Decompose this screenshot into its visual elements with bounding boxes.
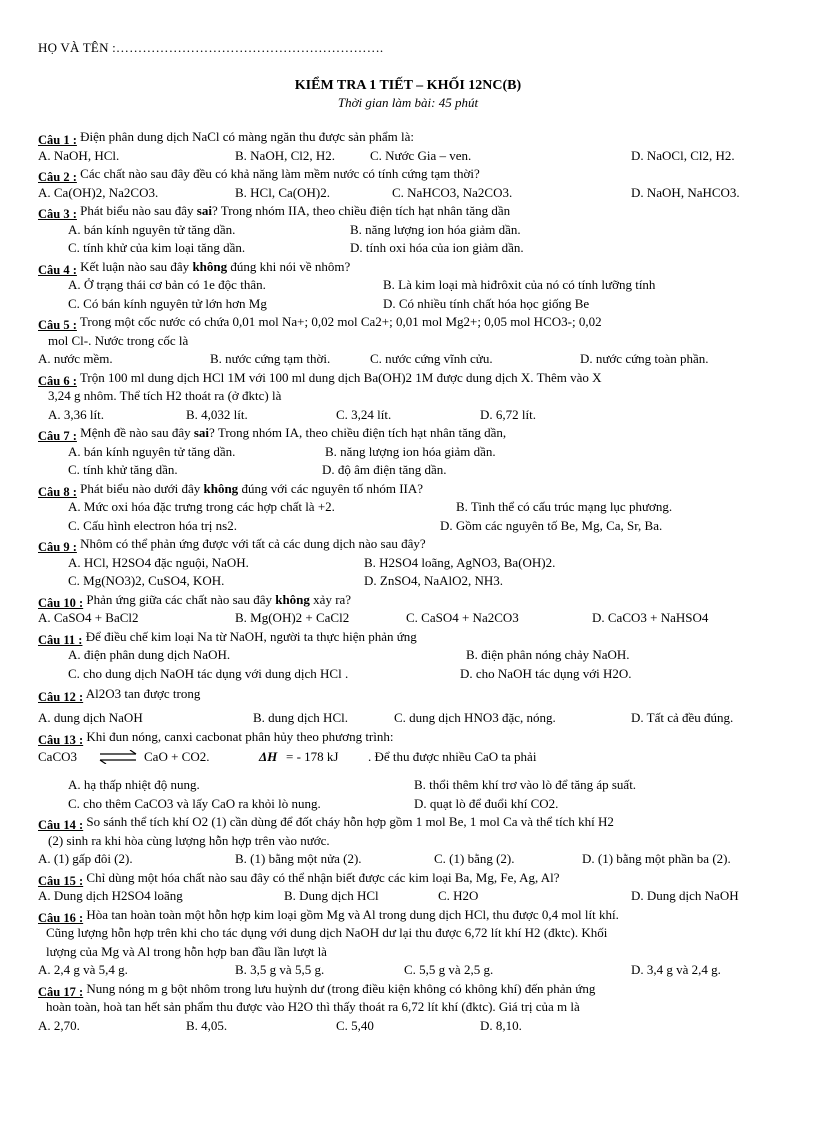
option-a: A. CaSO4 + BaCl2 — [38, 610, 139, 625]
option-a: A. NaOH, HCl. — [38, 147, 120, 163]
question-text-cont: 3,24 g nhôm. Thể tích H2 thoát ra (ở đktc) là — [48, 388, 282, 403]
option-b: B. Tinh thể có cấu trúc mạng lục phương. — [456, 499, 673, 514]
option-b: B. 4,032 lít. — [186, 406, 248, 422]
question-text: So sánh thể tích khí O2 (1) cần dùng để đốt cháy hỗn hợp gồm 1 mol Be, 1 mol Ca và thể tích khí H2 — [86, 814, 614, 829]
question-text: Nung nóng m g bột nhôm trong lưu huỳnh dư (trong điều kiện không có không khí) đến phản ứng — [86, 980, 596, 996]
option-c: C. dung dịch HNO3 đặc, nóng. — [394, 710, 556, 725]
option-c: C. H2O — [438, 888, 479, 903]
question-text-end: xảy ra? — [309, 591, 352, 607]
question-label: Câu 14 : — [38, 818, 84, 832]
question-13 — [38, 728, 778, 814]
option-b: B. năng lượng ion hóa giảm dần. — [350, 221, 521, 237]
question-label: Câu 15 : — [38, 873, 84, 888]
question-text-end: ? Trong nhóm IA, theo chiều điện tích hạt nhân tăng dần, — [209, 425, 507, 440]
question-text: Trộn 100 ml dung dịch HCl 1M với 100 ml dung dịch Ba(OH)2 1M được dung dịch X. Thêm vào X — [79, 369, 602, 385]
option-d: D. 6,72 lít. — [480, 406, 536, 422]
option-a: A. Mức oxi hóa đặc trưng trong các hợp chất là +2. — [68, 499, 335, 514]
option-c: C. tính khử của kim loại tăng dần. — [68, 240, 246, 255]
option-b: B. Mg(OH)2 + CaCl2 — [235, 610, 350, 625]
question-text: Mệnh đề nào sau đây — [80, 425, 194, 440]
question-label: Câu 5 : — [38, 318, 77, 332]
question-text-cont: mol Cl-. Nước trong cốc là — [48, 332, 189, 348]
option-b: B. nước cứng tạm thời. — [210, 351, 331, 366]
question-text: Khi đun nóng, canxi cacbonat phân hủy theo phương trình: — [86, 728, 394, 744]
question-label: Câu 17 : — [38, 984, 84, 999]
option-b: B. thổi thêm khí trơ vào lò để tăng áp suất. — [414, 777, 637, 792]
question-5 — [38, 313, 778, 369]
option-a: A. bán kính nguyên tử tăng dần. — [68, 443, 236, 459]
option-b: B. Dung dịch HCl — [284, 888, 379, 903]
question-text: Nhôm có thể phản ứng được với tất cả các dung dịch nào sau đây? — [80, 536, 426, 551]
option-c: C. Cấu hình electron hóa trị ns2. — [68, 517, 237, 533]
option-b: B. Là kim loại mà hiđrôxit của nó có tính lưỡng tính — [383, 277, 656, 292]
option-c: C. nước cứng vĩnh cửu. — [370, 351, 493, 366]
option-a: A. hạ thấp nhiệt độ nung. — [68, 777, 200, 792]
question-text: Trong một cốc nước có chứa 0,01 mol Na+; 0,02 mol Ca2+; 0,01 mol Mg2+; 0,05 mol HCO3-; 0,02 — [79, 314, 602, 329]
question-label: Câu 12 : — [38, 690, 84, 704]
equation-instruction: . Để thu được nhiều CaO ta phải — [368, 749, 537, 764]
option-d: D. nước cứng toàn phần. — [580, 351, 709, 366]
option-a: A. bán kính nguyên tử tăng dần. — [68, 221, 236, 237]
question-label: Câu 9 : — [38, 540, 77, 554]
question-3 — [38, 202, 778, 258]
option-a: A. Ca(OH)2, Na2CO3. — [38, 184, 159, 200]
question-4 — [38, 258, 778, 314]
equation-right: CaO + CO2. — [144, 749, 210, 764]
option-d: D. NaOH, NaHCO3. — [631, 184, 740, 200]
option-b: B. (1) bằng một nửa (2). — [235, 851, 362, 866]
option-c: C. Có bán kính nguyên tử lớn hơn Mg — [68, 295, 267, 311]
option-b: B. 3,5 g và 5,5 g. — [235, 962, 325, 977]
option-b: B. H2SO4 loãng, AgNO3, Ba(OH)2. — [364, 554, 556, 570]
keyword: không — [192, 258, 228, 274]
question-label: Câu 3 : — [38, 207, 77, 221]
question-text-cont: hoàn toàn, hoà tan hết sản phẩm thu được vào H2O thì thấy thoát ra 6,72 lít khí (đktc). Giá trị của m là — [46, 999, 580, 1014]
question-text: Phản ứng giữa các chất nào sau đây — [86, 591, 276, 607]
question-label: Câu 2 : — [38, 170, 77, 184]
student-name-line: HỌ VÀ TÊN :……………………………………………………. — [38, 40, 384, 55]
equation — [38, 746, 778, 768]
option-d: D. độ âm điện tăng dần. — [322, 462, 447, 477]
question-text: Kết luận nào sau đây — [80, 258, 193, 274]
question-17 — [38, 980, 778, 1036]
question-14 — [38, 813, 778, 869]
option-c: C. 5,40 — [336, 1017, 374, 1033]
question-label: Câu 8 : — [38, 484, 77, 499]
option-c: C. CaSO4 + Na2CO3 — [406, 610, 519, 625]
option-a: A. Dung dịch H2SO4 loãng — [38, 888, 183, 903]
question-label: Câu 10 : — [38, 595, 84, 610]
question-text: Phát biểu nào sau đây — [80, 203, 197, 218]
question-text-cont: Cũng lượng hỗn hợp trên khi cho tác dụng với dung dịch NaOH dư lại thu được 6,72 lít khí H2 (đktc). Khối — [46, 925, 608, 940]
option-d: D. ZnSO4, NaAlO2, NH3. — [364, 573, 504, 588]
option-b: B. dung dịch HCl. — [253, 710, 348, 725]
question-text: Các chất nào sau đây đều có khả năng làm mềm nước có tính cứng tạm thời? — [80, 166, 480, 181]
option-a: A. Ở trạng thái cơ bản có 1e độc thân. — [68, 277, 266, 292]
option-a: A. điện phân dung dịch NaOH. — [68, 647, 231, 662]
question-11 — [38, 628, 778, 684]
question-1 — [38, 128, 778, 165]
question-10 — [38, 591, 778, 628]
time-limit: Thời gian làm bài: 45 phút — [337, 95, 479, 110]
question-16 — [38, 906, 778, 980]
question-label: Câu 13 : — [38, 732, 84, 747]
option-d: D. Dung dịch NaOH — [631, 888, 739, 903]
question-12 — [38, 683, 778, 728]
question-6 — [38, 369, 778, 425]
keyword: không — [275, 591, 310, 607]
question-label: Câu 11 : — [38, 632, 83, 647]
option-d: D. 8,10. — [480, 1017, 522, 1033]
option-d: D. NaOCl, Cl2, H2. — [631, 147, 735, 163]
question-list — [38, 128, 778, 1035]
option-c: C. 5,5 g và 2,5 g. — [404, 962, 494, 977]
question-7 — [38, 424, 778, 480]
question-text-cont-2: lượng của Mg và Al trong hỗn hợp ban đầu lần lượt là — [46, 943, 327, 959]
option-d: D. Gồm các nguyên tố Be, Mg, Ca, Sr, Ba. — [440, 517, 663, 533]
question-8 — [38, 480, 778, 536]
keyword: sai — [196, 203, 212, 218]
option-c: C. Nước Gia – ven. — [370, 147, 472, 163]
option-b: B. HCl, Ca(OH)2. — [235, 184, 330, 200]
equation-left: CaCO3 — [38, 749, 77, 764]
option-d: D. CaCO3 + NaHSO4 — [592, 610, 709, 625]
question-2 — [38, 165, 778, 202]
question-text-end: đúng với các nguyên tố nhóm IIA? — [238, 480, 424, 496]
enthalpy-value: = - 178 kJ — [286, 749, 339, 764]
question-15 — [38, 869, 778, 906]
option-a: A. HCl, H2SO4 đặc nguội, NaOH. — [68, 554, 249, 570]
option-d: D. tính oxi hóa của ion giảm dần. — [350, 240, 524, 255]
keyword: không — [203, 480, 239, 496]
option-b: B. năng lượng ion hóa giảm dần. — [325, 443, 496, 459]
option-d: D. cho NaOH tác dụng với H2O. — [460, 665, 632, 681]
question-text-end: đúng khi nói về nhôm? — [227, 258, 351, 274]
option-b: B. NaOH, Cl2, H2. — [235, 147, 336, 163]
question-text: Điện phân dung dịch NaCl có màng ngăn thu được sản phẩm là: — [80, 129, 414, 144]
option-d: D. Có nhiều tính chất hóa học giống Be — [383, 295, 590, 311]
question-text: Phát biểu nào dưới đây — [80, 480, 204, 496]
option-c: C. tính khử tăng dần. — [68, 462, 178, 477]
question-text: Để điều chế kim loại Na từ NaOH, người ta thực hiện phản ứng — [85, 628, 417, 644]
option-d: D. (1) bằng một phần ba (2). — [582, 851, 731, 866]
option-b: B. 4,05. — [186, 1017, 228, 1033]
option-a: A. dung dịch NaOH — [38, 710, 143, 725]
option-b: B. điện phân nóng chảy NaOH. — [466, 647, 630, 662]
keyword: sai — [193, 425, 210, 440]
question-label: Câu 16 : — [38, 910, 84, 925]
question-label: Câu 1 : — [38, 133, 77, 147]
option-d: D. Tất cả đều đúng. — [631, 710, 734, 725]
question-text-cont: (2) sinh ra khi hòa cùng lượng hỗn hợp trên vào nước. — [48, 832, 330, 848]
option-a: A. (1) gấp đôi (2). — [38, 851, 133, 866]
equilibrium-arrow-icon — [98, 749, 138, 771]
question-text-end: ? Trong nhóm IIA, theo chiều điện tích hạt nhân tăng dần — [211, 203, 511, 218]
enthalpy-symbol: ΔH — [259, 749, 278, 764]
question-label: Câu 4 : — [38, 262, 77, 277]
option-c: C. 3,24 lít. — [336, 406, 392, 422]
question-text: Al2O3 tan được trong — [85, 686, 201, 701]
option-a: A. 2,70. — [38, 1017, 80, 1033]
question-label: Câu 6 : — [38, 373, 77, 388]
page-title: KIỂM TRA 1 TIẾT – KHỐI 12NC(B) — [294, 78, 522, 93]
option-c: C. cho thêm CaCO3 và lấy CaO ra khỏi lò nung. — [68, 795, 321, 811]
question-text: Chỉ dùng một hóa chất nào sau đây có thể nhận biết được các kim loại Ba, Mg, Fe, Ag, Al? — [86, 869, 560, 885]
question-label: Câu 7 : — [38, 429, 77, 443]
option-d: D. 3,4 g và 2,4 g. — [631, 962, 721, 977]
option-a: A. nước mềm. — [38, 351, 113, 366]
option-c: C. (1) bằng (2). — [434, 851, 515, 866]
option-c: C. Mg(NO3)2, CuSO4, KOH. — [68, 573, 225, 588]
question-text: Hòa tan hoàn toàn một hỗn hợp kim loại gồm Mg và Al trong dung dịch HCl, thu được 0,4 mol lít khí. — [86, 906, 619, 922]
option-a: A. 3,36 lít. — [48, 406, 104, 422]
option-a: A. 2,4 g và 5,4 g. — [38, 962, 128, 977]
option-d: D. quạt lò để đuổi khí CO2. — [414, 795, 559, 811]
option-c: C. cho dung dịch NaOH tác dụng với dung dịch HCl . — [68, 665, 349, 681]
question-9 — [38, 535, 778, 591]
option-c: C. NaHCO3, Na2CO3. — [392, 184, 513, 200]
